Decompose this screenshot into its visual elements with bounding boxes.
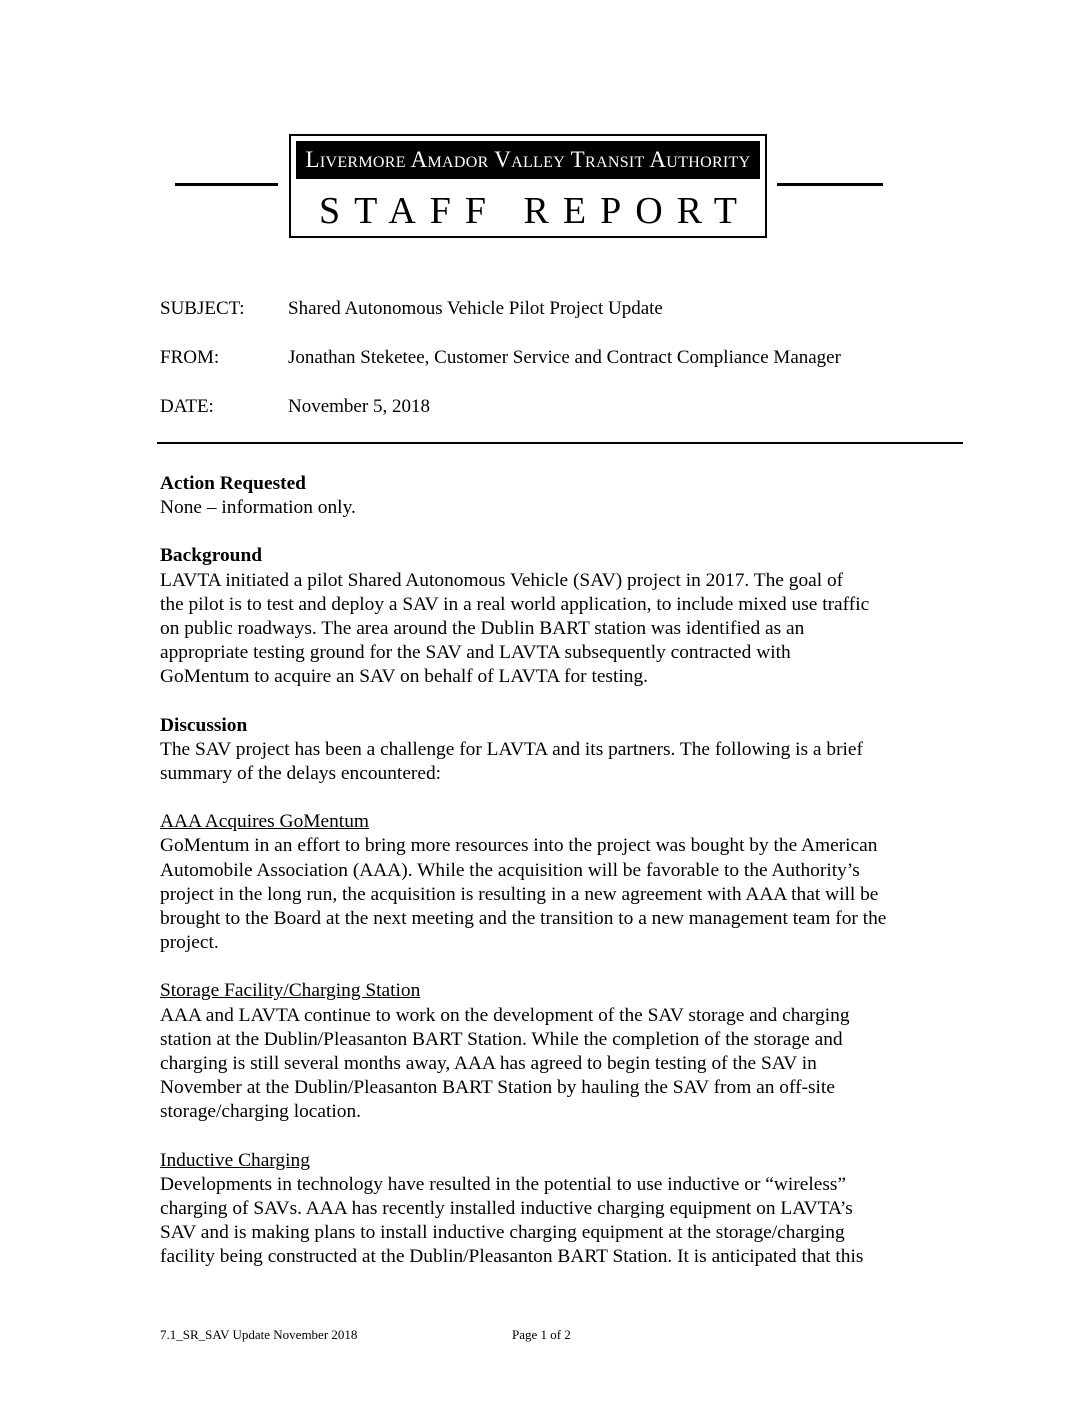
text-line: brought to the Board at the next meeting and the transition to a new management team for the bbox=[160, 908, 887, 930]
subsection-aaa-acquires-gomentum bbox=[160, 810, 965, 955]
subsection-heading: AAA Acquires GoMentum bbox=[160, 811, 369, 833]
subsection-heading: Storage Facility/Charging Station bbox=[160, 980, 421, 1002]
section-discussion bbox=[160, 714, 965, 787]
section-text bbox=[160, 569, 965, 690]
letterhead bbox=[289, 134, 767, 238]
text-line: facility being constructed at the Dublin/Pleasanton BART Station. It is anticipated that this bbox=[160, 1246, 864, 1268]
text-line: None – information only. bbox=[160, 497, 356, 519]
date-label: DATE: bbox=[160, 396, 214, 417]
text-line: AAA and LAVTA continue to work on the development of the SAV storage and charging bbox=[160, 1004, 850, 1026]
text-line: Developments in technology have resulted in the potential to use inductive or “wireless” bbox=[160, 1173, 847, 1195]
section-heading: Action Requested bbox=[160, 473, 306, 494]
text-line: project in the long run, the acquisition is resulting in a new agreement with AAA that will be bbox=[160, 883, 879, 905]
report-body bbox=[160, 472, 965, 1270]
text-line: station at the Dublin/Pleasanton BART Station. While the completion of the storage and bbox=[160, 1028, 843, 1050]
report-type: STAFF REPORT bbox=[319, 190, 751, 232]
footer-filename: 7.1_SR_SAV Update November 2018 bbox=[160, 1327, 358, 1342]
from-value: Jonathan Steketee, Customer Service and Contract Compliance Manager bbox=[288, 347, 841, 368]
agency-name: Livermore Amador Valley Transit Authority bbox=[296, 141, 760, 179]
text-line: storage/charging location. bbox=[160, 1101, 362, 1123]
section-text bbox=[160, 1173, 965, 1270]
text-line: GoMentum to acquire an SAV on behalf of LAVTA for testing. bbox=[160, 666, 648, 688]
text-line: charging of SAVs. AAA has recently installed inductive charging equipment on LAVTA’s bbox=[160, 1198, 853, 1220]
text-line: on public roadways. The area around the Dublin BART station was identified as an bbox=[160, 618, 805, 640]
from-label: FROM: bbox=[160, 347, 220, 368]
text-line: project. bbox=[160, 932, 219, 954]
subsection-heading: Inductive Charging bbox=[160, 1149, 310, 1171]
section-text bbox=[160, 1004, 965, 1125]
section-heading: Background bbox=[160, 545, 263, 567]
letterhead-rule-left bbox=[175, 183, 278, 186]
text-line: The SAV project has been a challenge for LAVTA and its partners. The following is a brief bbox=[160, 738, 863, 760]
header-divider bbox=[157, 442, 963, 444]
text-line: SAV and is making plans to install inductive charging equipment at the storage/charging bbox=[160, 1222, 845, 1244]
letterhead-rule-right bbox=[777, 183, 883, 186]
section-text bbox=[160, 738, 965, 786]
text-line: November at the Dublin/Pleasanton BART Station by hauling the SAV from an off-site bbox=[160, 1077, 835, 1099]
text-line: summary of the delays encountered: bbox=[160, 763, 442, 785]
subject-label: SUBJECT: bbox=[160, 298, 245, 319]
section-heading: Discussion bbox=[160, 714, 248, 736]
section-text bbox=[160, 496, 965, 520]
section-action-requested bbox=[160, 472, 965, 520]
date-value: November 5, 2018 bbox=[288, 396, 430, 417]
text-line: GoMentum in an effort to bring more resources into the project was bought by the American bbox=[160, 835, 878, 857]
text-line: charging is still several months away, AAA has agreed to begin testing of the SAV in bbox=[160, 1053, 817, 1075]
text-line: LAVTA initiated a pilot Shared Autonomous Vehicle (SAV) project in 2017. The goal of bbox=[160, 569, 844, 591]
text-line: appropriate testing ground for the SAV and LAVTA subsequently contracted with bbox=[160, 642, 791, 664]
text-line: the pilot is to test and deploy a SAV in a real world application, to include mixed use traffic bbox=[160, 593, 870, 615]
subsection-inductive-charging bbox=[160, 1149, 965, 1270]
text-line: Automobile Association (AAA). While the acquisition will be favorable to the Authority’s bbox=[160, 859, 860, 881]
section-text bbox=[160, 834, 965, 955]
subsection-storage-facility bbox=[160, 979, 965, 1124]
footer-page-number: Page 1 of 2 bbox=[512, 1327, 571, 1342]
subject-value: Shared Autonomous Vehicle Pilot Project Update bbox=[288, 298, 663, 319]
section-background bbox=[160, 544, 965, 689]
